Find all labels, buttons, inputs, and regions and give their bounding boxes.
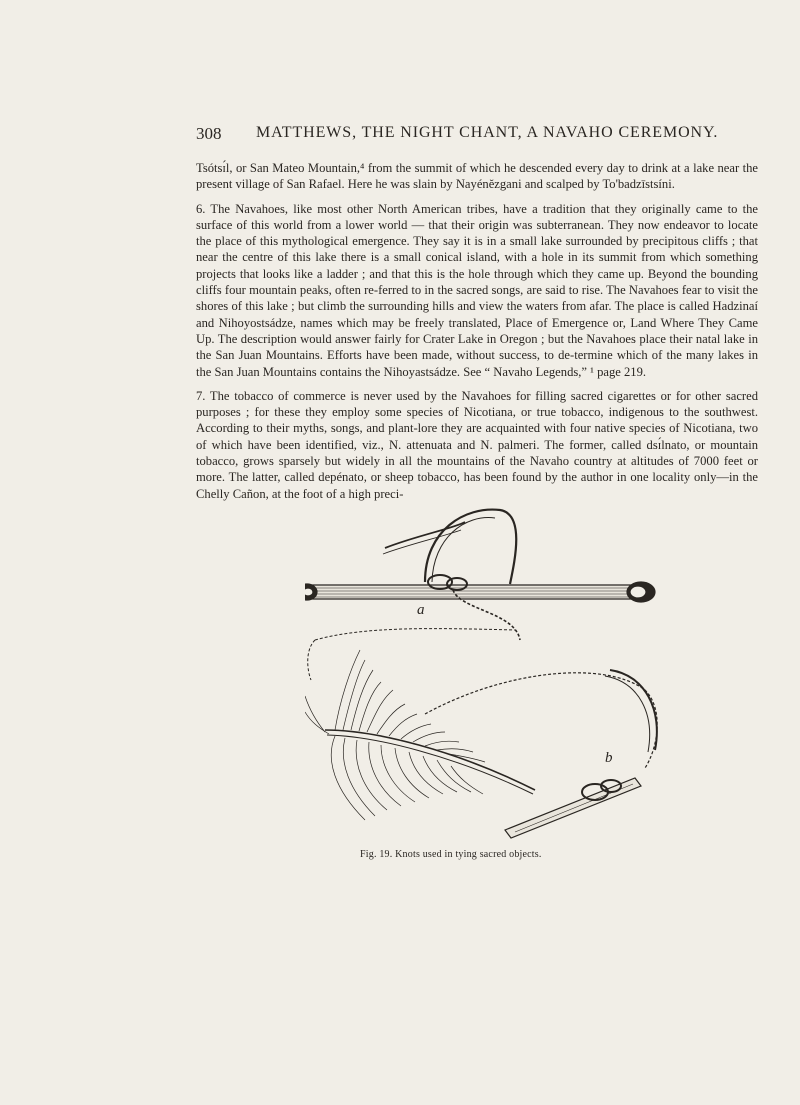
paragraph-continuation: Tsótsɪ́l, or San Mateo Mountain,⁴ from the summit of which he descended every day to drink at a lake near the present village of San Rafael. Here he was slain by Nayénĕzgani and scalped by To'badzīstsíni. (196, 161, 758, 192)
knot-illustration (305, 500, 665, 845)
dashed-string (315, 629, 515, 640)
body-text (196, 160, 758, 510)
paragraph-6: 6. The Navahoes, like most other North American tribes, have a tradition that they originally came to the surface of this world from a lower world — that their origin was subterranean. They now endeavor to locate the place of this mythological emergence. They say it is in a small lake surrounded by precipitous cliffs ; that near the centre of this lake there is a small conical island, with a hole in its summit from which something projects that looks like a ladder ; and that this is the hole through which they came up. Beyond the bounding cliffs four mountain peaks, often re-ferred to in the sacred songs, are said to rise. The Navahoes fear to visit the shores of this lake ; but climb the surrounding hills and view the waters from afar. The place is called Hadzinaí and Nihoyostsádze, names which may be freely translated, Place of Emergence or, Land Where They Came Up. The description would answer fairly for Crater Lake in Oregon ; but the Navahoes place their natal lake in the San Juan Mountains. Efforts have been made, without success, to de-termine which of the many lakes in the San Juan Mountains contains the Nihoyastsádze. See “ Navaho Legends,” ¹ page 219. (196, 201, 758, 379)
stick-b (425, 670, 657, 838)
feather (305, 650, 535, 820)
page-number: 308 (196, 124, 222, 143)
figure-caption: Fig. 19. Knots used in tying sacred objects. (360, 849, 542, 860)
figure-label-b: b (605, 750, 613, 766)
paragraph-7: 7. The tobacco of commerce is never used by the Navahoes for filling sacred cigarettes or for other sacred purposes ; for these they employ some species of Nicotiana, or true tobacco, indigenous to the southwest. According to their myths, songs, and plant-lore they are acquainted with four native species of Nicotiana, two of which have been identified, viz., N. attenuata and N. palmeri. The former, called dsɪ́lnato, or mountain tobacco, grows sparsely but widely in all the mountains of the Navaho country at altitudes of 7000 feet or more. The latter, called depénato, or sheep tobacco, has been found by the author in one locality only—in the Chelly Cañon, at the foot of a high preci- (196, 388, 758, 501)
running-head-title: MATTHEWS, THE NIGHT CHANT, A NAVAHO CEREMONY. (256, 124, 719, 141)
stick-a (305, 510, 655, 640)
figure-label-a: a (417, 602, 425, 618)
